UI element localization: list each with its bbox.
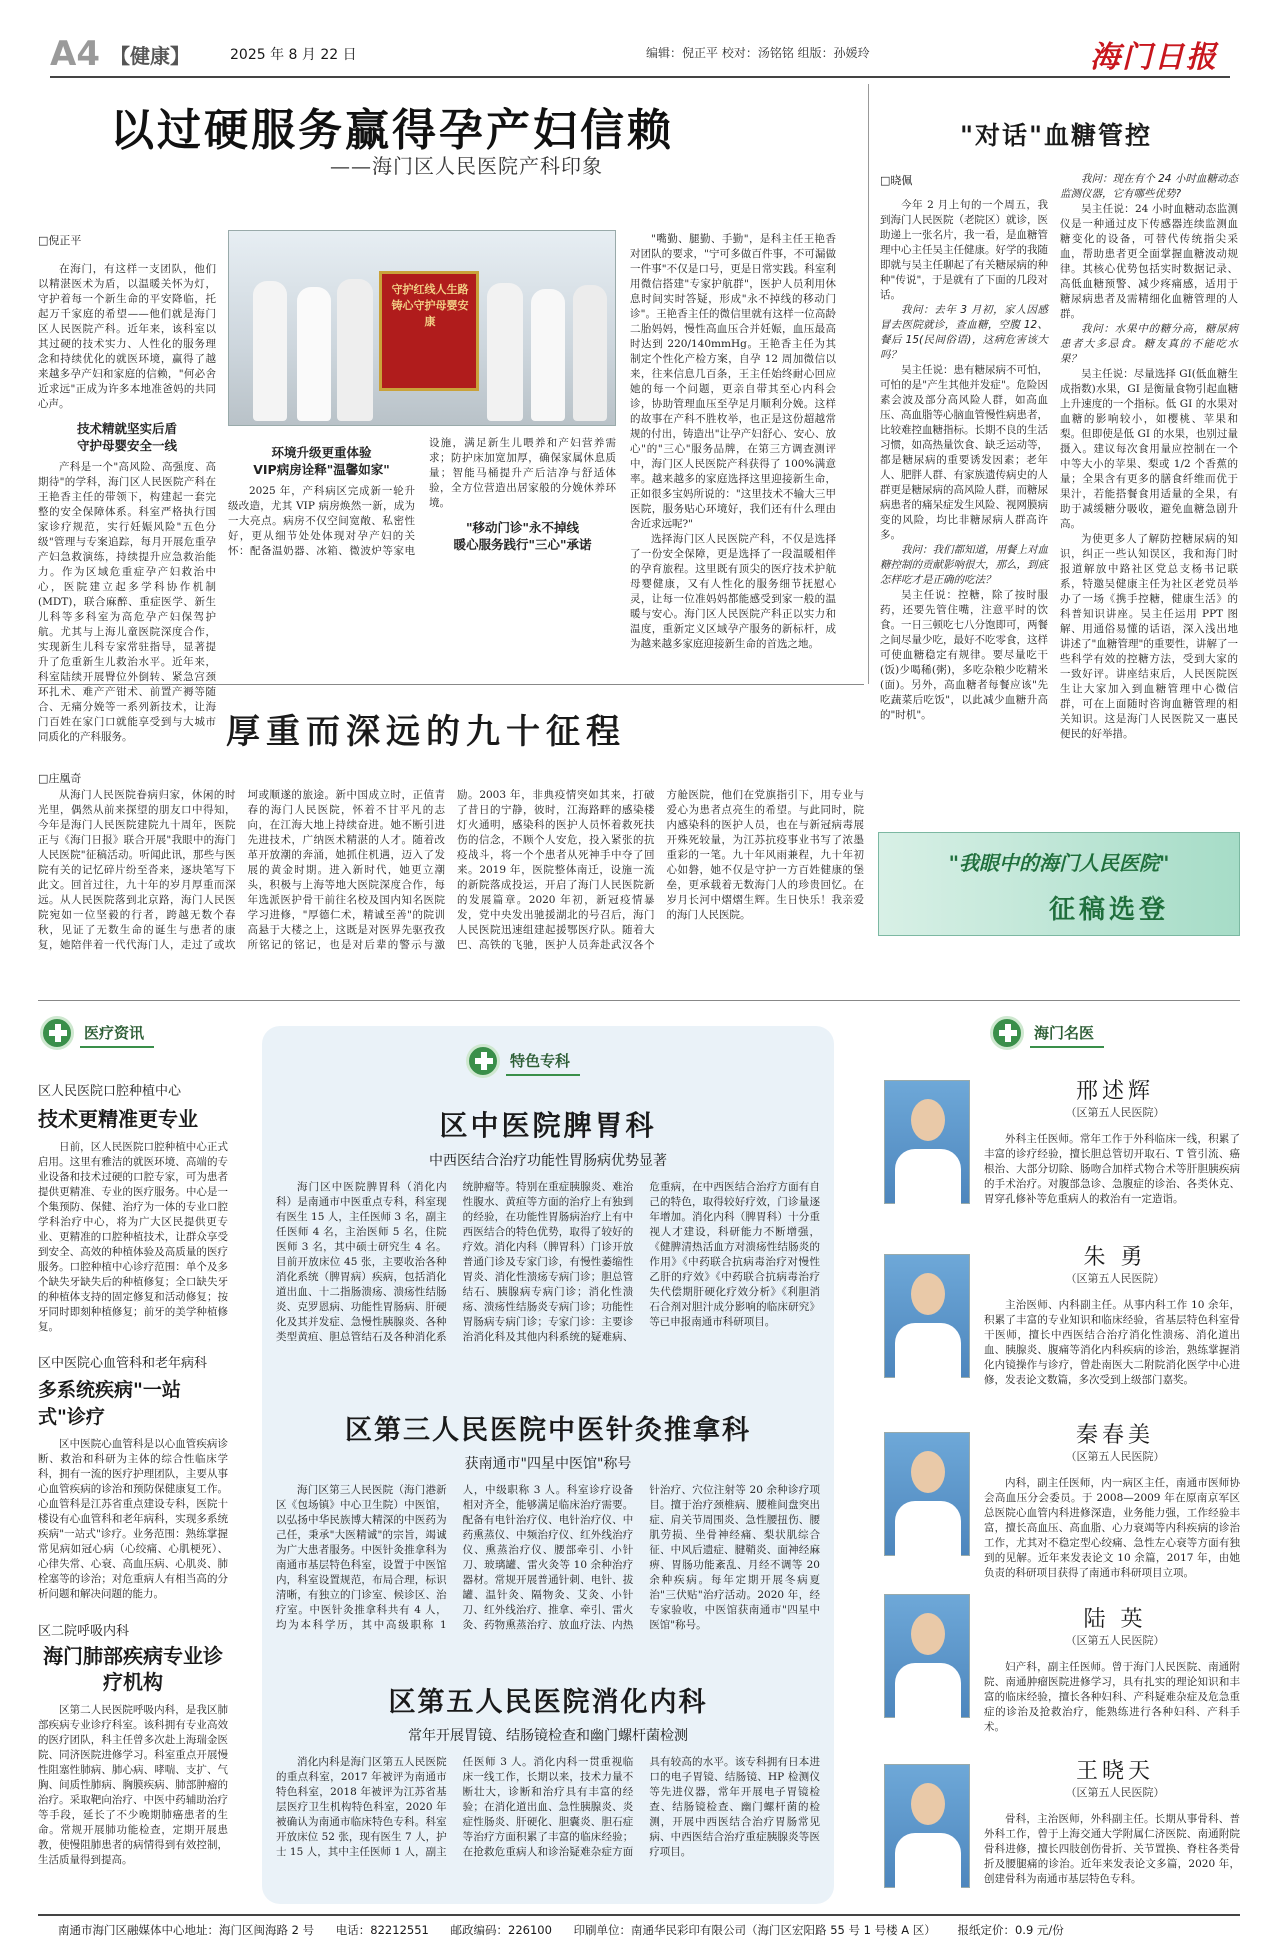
photo-person-5 — [531, 289, 565, 421]
page-header — [50, 34, 1230, 74]
special-block2-text: 海门区第三人民医院（海门港新区《包场镇》中心卫生院）中医馆，以弘扬中华民族博大精深的中医药为己任，秉承"大医精诚"的宗旨，竭诚为广大患者服务。中医针灸推拿科为南通市基层特色科室，设置于中医馆内，科室设置规范，布局合理，标识清晰，有独立的门诊室、候诊区、治疗室。中医针灸推拿科共有 4 人，均为本科学历，其中高级职称 1 人，中级职称 3 人。科室诊疗设备相对齐全，能够满足临床治疗需要。配备有电针治疗仪、电针治疗仪、中药熏蒸仪、中频治疗仪、红外线治疗仪、熏蒸治疗仪、腰部牵引、小针刀、玻璃罐、雷火灸等 10 余种治疗器材。常规开展普通针刺、电针、拔罐、温针灸、隔物灸、艾灸、小针刀、红外线治疗、推拿、牵引、雷火灸、药物熏蒸治疗、放血疗法、内热针治疗、穴位注射等 20 余种诊疗项目。擅于治疗颈椎病、腰椎间盘突出症、肩关节周围炎、急性腰扭伤、腰肌劳损、坐骨神经痛、梨状肌综合征、中风后遗症、腱鞘炎、面神经麻痹、胃肠功能紊乱、月经不调等 20 余种疾病。每年定期开展冬病夏治"三伏贴"治疗活动。2020 年，经专家验收，中医馆获南通市"四星中医馆"称号。 — [276, 1484, 820, 1631]
doctor-name: 陆 英 — [1083, 1607, 1147, 1632]
header-rule — [50, 76, 1230, 78]
article3-a4: 吴主任说：尽量选择 GI(低血糖生成指数)水果，GI 是衡量食物引起血糖上升速度的一个指标。低 GI 的水果对血糖的影响较小，如樱桃、苹果和梨。但即使是低 GI 的水果，也别过量摄入。建议每次食用量应控制在一个中等大小的苹果、梨或 1/2 个香蕉的量；全果含有更多的膳食纤维而优于果汁，若能搭餐食用适量的全果，有助于减缓糖分吸收，避免血糖急剧升高。 — [1060, 368, 1238, 530]
doctor-bio: 主治医师、内科副主任。从事内科工作 10 余年，积累了丰富的专业知识和临床经验，省基层特色科室骨干医师，擅长中西医结合治疗消化性溃疡、消化道出血、胰腺炎、腹痛等消化内科疾病的诊治，熟练掌握消化内镜操作与诊疗，曾赴南医大二附院消化医学中心进修，发表论文数篇，多次受到上级部门嘉奖。 — [984, 1299, 1240, 1386]
medical-item3-kicker: 区二院呼吸内科 — [38, 1624, 130, 1639]
medical-item2-kicker: 区中医院心血管科和老年病科 — [38, 1356, 208, 1371]
article3-q1: 我问：去年 3 月初，家人因感冒去医院就诊，查血糖，空腹 12、餐后 15(民间俗语)，这病危害该大吗？ — [880, 304, 1048, 361]
issue-date: 2025 年 8 月 22 日 — [230, 47, 357, 63]
article2-title: 厚重而深远的九十征程 — [226, 712, 626, 752]
article1-para2: 产科是一个"高风险、高强度、高期待"的学科，海门区人民医院产科在王艳香主任的带领下，构建起一套完整的安全保障体系。科室严格执行国家诊疗规范，实行妊娠风险"五色分级"管理与专案追踪，每月开展危重孕产妇急救演练，持续提升应急救治能力。作为区域危重症孕产妇救治中心，医院建立起多学科协作机制(MDT)，联合麻醉、重症医学、新生儿科等多科室为高危孕产妇保驾护航。尤其与上海儿童医院深度合作，实现新生儿科专家常驻指导，显著提升了危重新生儿救治水平。近年来，科室陆续开展臀位外倒转、紧急宫颈环扎术、难产产钳术、前置产褥等随合、无痛分娩等一系列新技术，让海门百姓在家门口就能享受到与大城市同质化的产科服务。 — [38, 461, 216, 743]
doctor-name: 朱 勇 — [1083, 1245, 1147, 1270]
doctor-photo-face — [911, 1783, 945, 1825]
doctor-bio: 骨科，主治医师，外科副主任。长期从事骨科、普外科工作，曾于上海交通大学附属仁济医院、南通附院骨科进修，擅长四肢创伤骨折、关节置换、脊柱各类骨折及腰腿痛的诊治。近年来发表论文多篇，2020 年，创建骨科为南通市基层特色专科。 — [984, 1813, 1240, 1885]
doctor-photo-face — [911, 1613, 945, 1655]
article3-q2: 我问：我们都知道，用餐上对血糖控制的贡献影响很大，那么，到底怎样吃才是正确的吃法？ — [880, 544, 1048, 586]
footer-printer: 印刷单位：南通华民彩印有限公司（海门区宏阳路 55 号 1 号楼 A 区） — [573, 1923, 936, 1937]
doctor-photo-face — [911, 1099, 945, 1141]
medical-item1-text: 日前，区人民医院口腔种植中心正式启用。这里有雅洁的就医环境、高端的专业设备和技术过硬的口腔专家，可为患者提供更精准、专业的医疗服务。中心是一个集预防、保健、治疗为一体的专业口腔学科治疗中心，将为广大区民提供更专业、更精准的口腔种植技术，让群众享受到安全、高效的种植体验及高质量的医疗服务。口腔种植中心诊疗范围：单个及多个缺失牙缺失后的种植修复；全口缺失牙的种植体支持的固定修复和活动修复；按牙同时即刻种植修复；前牙的美学种植修复。 — [38, 1141, 228, 1333]
article1-para5: 选择海门区人民医院产科，不仅是选择了一份安全保障，更是选择了一段温暖相伴的孕育旅程。这里既有顶尖的医疗技术护航母婴健康，又有人性化的服务细节抚慰心灵，让每一位准妈妈都能感受到家一般的温暖与安心。海门区人民医院产科正以实力和温度，重新定义区域孕产服务的新标杆，成为越来越多家庭迎接新生命的首选之地。 — [630, 533, 836, 650]
article3-a3: 吴主任说：24 小时血糖动态监测仪是一种通过皮下传感器连续监测血糖变化的设备，可替代传统指尖采血，帮助患者更全面掌握血糖波动规律。其核心优势包括实时数据记录、高低血糖预警、减少疼痛感，适用于糖尿病患者及需精细化血糖管理的人群。 — [1060, 203, 1238, 320]
article3-a2: 吴主任说：控糖，除了按时服药，还要先管住嘴，注意平时的饮食。一日三顿吃七八分饱即可，两餐之间尽量少吃，最好不吃零食，这样可使血糖稳定有规律。要尽量吃干(饭)少喝稀(粥)，多吃杂粮少吃精米(面)。另外，高血糖者每餐应该"先吃蔬菜后吃饭"，以此减少血糖升高的"时机"。 — [880, 589, 1048, 721]
photo-person-6 — [573, 285, 607, 421]
medical-news-tag-label: 医疗资讯 — [80, 1019, 154, 1048]
photo-person-3 — [337, 279, 373, 421]
medical-item2-title: 多系统疾病"一站式"诊疗 — [38, 1379, 181, 1428]
doctor-hospital: （区第五人民医院） — [1065, 1272, 1165, 1285]
doctor-photo-coat — [895, 1501, 961, 1557]
medical-item3-text: 区第二人民医院呼吸内科，是我区肺部疾病专业诊疗科室。该科拥有专业高效的医疗团队，科主任曾多次赴上海瑞金医院、同济医院进修学习。科室重点开展慢性阻塞性肺病、肺心病、哮喘、支扩、气胸、间质性肺病、胸膜疾病、肺部肿瘤的治疗。采取靶向治疗、中医中药辅助治疗等手段，延长了不少晚期肺癌患者的生命。常规开展肺功能检查，定期开展患教，使慢阻肺患者的病情得到有效控制，生活质量得到提高。 — [38, 1704, 228, 1866]
article3-col2 — [1060, 172, 1238, 792]
article3-intro: 今年 2 月上旬的一个周五，我到海门人民医院（老院区）就诊，医助递上一张名片，我一看，是血糖管理中心主任吴主任健康。好学的我随即就与吴主任聊起了有关糖尿病的种种"传说"，于是就有了下面的几段对话。 — [880, 199, 1048, 301]
editor-credits: 编辑：倪正平 校对：汤铭铭 组版：孙媛玲 — [646, 46, 870, 60]
section-label: 【健康】 — [110, 44, 190, 68]
article1-title: 以过硬服务赢得孕产妇信赖 — [110, 105, 674, 156]
footer-address: 南通市海门区融媒体中心地址：海门区闽海路 2 号 — [58, 1923, 315, 1937]
article1-mid-cols — [228, 436, 616, 674]
special-block2 — [276, 1408, 820, 1683]
doctor-photo-coat — [895, 1149, 961, 1205]
article2-author: □庄凰奇 — [38, 772, 82, 785]
article1-subhead1 — [38, 420, 216, 454]
doctor-bio: 外科主任医师。常年工作于外科临床一线，积累了丰富的诊疗经验，擅长胆总管切开取石、T 管引流、癌根治、大部分切除、肠吻合加样式物合术等肝胆胰疾病的手术治疗。对腹部急诊、急腹症的诊治、各类休克、胃穿孔修补等危重病人的救治有一定造诣。 — [984, 1133, 1240, 1205]
doctor-photo-face — [911, 1273, 945, 1315]
doctor-hospital: （区第五人民医院） — [1065, 1634, 1165, 1647]
special-clinic-tag-label: 特色专科 — [506, 1047, 580, 1076]
special-block1-text: 海门区中医院脾胃科（消化内科）是南通市中医重点专科，科室现有医生 15 人，主任医师 3 名，副主任医师 4 名，主治医师 5 名，住院医师 3 名，其中硕士研究生 4 名。目前开放床位 45 张，主要收治各种消化系统（脾胃病）疾病，包括消化道出血、十二指肠溃疡、溃疡性结肠炎、克罗恩病、功能性胃肠病、肝硬化及其并发症、急慢性胰腺炎、各种类型黄疸、胆总管结石及各种消化系统肿瘤等。特别在重症胰腺炎、难治性腹水、黄疸等方面的治疗上有独到的经验，在功能性胃肠病治疗上有中西医结合的特色优势，取得了较好的疗效。消化内科（脾胃科）门诊开放普通门诊及专家门诊，有慢性萎缩性胃炎、消化性溃疡专病门诊；胆总管结石、胰腺病专病门诊；消化性溃疡、溃疡性结肠炎专病门诊；功能性胃肠病专病门诊；专家门诊：主要诊治消化科及其他内科系统的疑难病、危重病，在中西医结合治疗方面有自己的特色，取得较好疗效，门诊量逐年增加。消化内科（脾胃科）十分重视人才建设，科研能力不断增强，《健脾清热活血方对溃疡性结肠炎的作用》《中药联合抗病毒治疗对慢性乙肝的疗效》《中药联合抗病毒治疗失代偿期肝硬化疗效分析》《利胆消石合剂对胆汁成分影响的临床研究》等已申报南通市科研项目。 — [276, 1181, 820, 1343]
article1-subhead2 — [228, 444, 415, 478]
photo-person-2 — [297, 287, 331, 421]
photo-banner-text: 守护红线人生路 铸心守护母婴安康 — [391, 283, 469, 328]
medical-item1-kicker: 区人民医院口腔种植中心 — [38, 1084, 182, 1099]
doctor-hospital: （区第五人民医院） — [1065, 1450, 1165, 1463]
doctor-photo-coat — [895, 1323, 961, 1379]
promo-line2: 征稿选登 — [1049, 895, 1170, 925]
footer — [58, 1922, 1240, 1942]
article1-para1: 在海门，有这样一支团队，他们以精湛医术为盾，以温暖关怀为灯，守护着每一个新生命的平安降临，托起万千家庭的希望——他们就是海门区人民医院产科。近年来，该科室以其过硬的技术实力、人性化的服务理念和持续优化的就医环境，赢得了越来越多孕产妇和家庭的信赖，"何必舍近求远"正成为许多本地准爸妈的共同心声。 — [38, 263, 216, 410]
medical-cross-icon — [40, 1016, 74, 1050]
photo-person-1 — [253, 281, 287, 421]
footer-phone: 电话：82212551 — [335, 1923, 429, 1937]
special-cross-icon — [466, 1044, 500, 1078]
footer-price: 报纸定价：0.9 元/份 — [957, 1923, 1064, 1937]
special-block3-title: 区第五人民医院消化内科 — [388, 1687, 708, 1718]
article1-col1 — [38, 262, 216, 743]
special-block3-text: 消化内科是海门区第五人民医院的重点科室，2017 年被评为南通市特色科室，2018 年被评为江苏省基层医疗卫生机构特色科室，2020 年被确认为南通市临床特色专科。科室开放床位 52 张，现有医生 7 人，护士 15 人，其中主任医师 1 人，副主任医师 3 人。消化内科一贯重视临床一线工作，长期以来，技术力量不断壮大，诊断和治疗具有丰富的经验；在消化道出血、急性胰腺炎、炎症性肠炎、肝硬化、胆囊炎、胆石症等治疗方面积累了丰富的临床经验；在抢救危重病人和诊治疑难杂症方面具有较高的水平。该专科拥有日本进口的电子胃镜、结肠镜、HP 检测仪等先进仪器，常年开展电子胃镜检查、结肠镜检查、幽门螺杆菌的检测，开展中西医结合治疗胃肠常见病、中西医结合治疗重症胰腺炎等医疗项目。 — [276, 1756, 820, 1858]
special-block3-subtitle: 常年开展胃镜、结肠镜检查和幽门螺杆菌检测 — [408, 1728, 688, 1744]
promo-line1: "我眼中的海门人民医院" — [948, 851, 1170, 875]
medical-item3-title: 海门肺部疾病专业诊疗机构 — [43, 1644, 223, 1694]
medical-item2 — [38, 1352, 228, 1645]
article1-para3: 2025 年，产科病区完成新一轮升级改造，尤其 VIP 病房焕然一新，成为一大亮点。病房不仅空间宽敞、私密性好，更从细节处处体现对孕产妇的关怀：配备温奶器、冰箱、微波炉等家电设施，满足新生儿喂养和产妇营养需求；防护床加宽加厚，确保家属休息质量；智能马桶提升产后洁净与舒适体验，全方位营造出居家般的分娩休养环境。 — [228, 437, 616, 557]
special-block3 — [276, 1680, 820, 1903]
medical-item1 — [38, 1080, 228, 1360]
doctor-photo — [884, 1080, 970, 1204]
article3-title: "对话"血糖管控 — [960, 121, 1153, 150]
doctor-photo — [884, 1764, 970, 1888]
famous-doctors-tag — [990, 1012, 1104, 1054]
article1-subhead3 — [429, 519, 616, 553]
article1-author: □倪正平 — [38, 234, 82, 247]
article3-q4: 我问：水果中的糖分高，糖尿病患者大多忌食。糖友真的不能吃水果？ — [1060, 323, 1238, 365]
article1-para4: "嘴勤、腿勤、手勤"，是科主任王艳香对团队的要求，"宁可多做百件事，不可漏做一件事"不仅是口号，更是日常实践。科室利用微信搭建"专家护航群"，医护人员利用休息时间实时答疑，形成"永不掉线的移动门诊"。王艳香主任的微信里就有这样一位高龄二胎妈妈，慢性高血压合并妊娠，血压最高时达到 220/140mmHg。王艳香主任为其制定个性化产检方案，自孕 12 周加微信以来，往来信息几百条，王主任始终耐心回应她的每一个问题，更亲自带其至心内科会诊，协助管理血压至孕足月顺利分娩。这样的故事在产科不胜枚举，也正是这份超越常规的付出，铸造出"让孕产妇舒心、安心、放心"的"三心"服务品牌，在第三方调查测评中，海门区人民医院产科获得了 100%满意率。越来越多的家庭选择这里迎接新生命，正如很多宝妈所说的："这里技术不输大三甲医院，服务贴心环境好，我们还有什么理由舍近求远呢?" — [630, 233, 836, 530]
footer-postcode: 邮政编码：226100 — [450, 1923, 552, 1937]
promo-banner — [878, 832, 1240, 936]
newspaper-logo: 海门日报 — [1090, 40, 1218, 75]
medical-item1-title: 技术更精准更专业 — [38, 1107, 198, 1131]
doctor-photo — [884, 1432, 970, 1556]
page-number: A4 — [50, 34, 100, 74]
doctor-name: 秦春美 — [1075, 1423, 1154, 1448]
divider-bottom-sections — [38, 1000, 1240, 1001]
article3-outro: 为使更多人了解防控糖尿病的知识，纠正一些认知误区，我和海门时报道解放中路社区党总支杨书记联系，特邀吴健康主任为社区老党员举办了一场《携手控糖，健康生活》的科普知识讲座。吴主任运用 PPT 图解、用通俗易懂的话语，深入浅出地讲述了"血糖管理"的重要性，讲解了一些科学有效的控糖方法，受到大家的一致好评。讲座结束后，人民医院医生让大家加入到血糖管理中心微信群，可在上面随时咨询血糖管理的相关知识。这是海门人民医院又一惠民便民的好举措。 — [1060, 533, 1238, 740]
article1-col-right — [630, 232, 836, 674]
doctor-photo-coat — [895, 1663, 961, 1719]
medical-item2-text: 区中医院心血管科是以心血管疾病诊断、救治和科研为主体的综合性临床学科，拥有一流的医疗护理团队，主要从事心血管疾病的诊治和预防保健康复工作。心血管科是江苏省重点建设专科，医院十楼设有心血管科和老年病科，实现多系统疾病"一站式"诊疗。业务范围：熟练掌握常见病如冠心病（心绞痛、心肌梗死）、心律失常、心衰、高血压病、心肌炎、肺栓塞等的诊治；对危重病人有相当高的分析问题和解决问题的能力。 — [38, 1438, 228, 1600]
doctor-name: 邢述辉 — [1075, 1079, 1154, 1104]
doctor-photo-face — [911, 1451, 945, 1493]
article1-subhead2-line1: 环境升级更重体验 — [271, 445, 372, 460]
article3-col1 — [880, 198, 1048, 790]
doctor-hospital: （区第五人民医院） — [1065, 1106, 1165, 1119]
article2-body: 从海门人民医院眷病归家，休闲的时光里，偶然从前来探望的朋友口中得知，今年是海门人民医院建院九十周年，医院正与《海门日报》联合开展"我眼中的海门人民医院"征稿活动。听闻此讯，那些与医院有关的记忆碎片纷至沓来，逐块笔写下此文。回首过往，九十年的岁月厚重而深远。从人民医院落到北京路，海门人民医院宛如一位坚毅的行者，跨越无数个春秋，见证了无数生命的诞生与患者的康复，她陪伴着一代代海门人，走过了或坎坷或顺遂的旅途。新中国成立时，正值青春的海门人民医院，怀着不甘平凡的志向，在江海大地上持续奋进。她不断引进先进技术，广纳医术精湛的人才。随着改革开放潮的奔涌，她抓住机遇，迈入了发展的黄金时期。进入新时代，她更立潮头，积极与上海等地大医院深度合作，每年选派医护骨干前往名校及国内知名医院学习进修，"厚德仁术，精诚至善"的院训高悬于大楼之上，这既是对医界先驱孜孜所铭记的铭记，也是对后辈的警示与激励。2003 年，非典疫情突如其来，打破了昔日的宁静，彼时，江海路畔的感染楼灯火通明，感染科的医护人员怀着救死扶伤的信念，不顾个人安危，投入紧张的抗疫战斗，将一个个患者从死神手中夺了回来。2019 年，医院整体南迁，设施一流的新院落成投运，开启了海门人民医院新的发展篇章。2020 年初，新冠疫情暴发，党中央发出驰援湖北的号召后，海门人民医院迅速组建起援鄂医疗队。随着大巴、高铁的飞驰，医护人员奔赴武汉各个方舱医院，他们在党旗指引下，用专业与爱心为患者点亮生的希望。与此同时，院内感染科的医护人员，也在与新冠病毒展开殊死较量，为江苏抗疫事业书写了浓墨重彩的一笔。九十年风雨兼程，九十年初心如磐，她不仅是守护一方百姓健康的堡垒，更承载着无数海门人的珍贵回忆。在岁月长河中熠熠生辉。生日快乐！我亲爱的海门人民医院。 — [38, 789, 864, 951]
special-block2-subtitle: 获南通市"四星中医馆"称号 — [464, 1456, 632, 1472]
doctor-bio: 内科，副主任医师，内一病区主任，南通市医师协会高血压分会委员。于 2008—2009 年在原南京军区总医院心血管内科进修深造，业务能力强，工作经验丰富，擅长高血压、高血脂、心力衰竭等内科疾病的诊治工作，尤其对不稳定型心绞痛、急性左心衰等方面有独到的见解。近年来发表论文 10 余篇，2017 年，由她负责的科研项目获得了南通市科研项目立项。 — [984, 1477, 1240, 1579]
divider-right-column — [868, 84, 869, 684]
doctor-hospital: （区第五人民医院） — [1065, 1786, 1165, 1799]
famous-doctors-tag-label: 海门名医 — [1030, 1019, 1104, 1048]
photo-banner-flag — [379, 271, 479, 391]
special-block2-title: 区第三人民医院中医针灸推拿科 — [345, 1415, 751, 1446]
article3-author: □晓佩 — [880, 174, 913, 187]
doctor-photo-coat — [895, 1833, 961, 1889]
photo-person-4 — [487, 283, 523, 421]
article3-q3: 我问：现在有个 24 小时血糖动态监测仪器，它有哪些优势? — [1060, 173, 1238, 200]
special-block1-title: 区中医院脾胃科 — [439, 1109, 657, 1142]
special-block1 — [276, 1104, 820, 1396]
doctors-cross-icon — [990, 1016, 1024, 1050]
article1-subhead1-line1: 技术精就坚实后盾 — [76, 421, 177, 436]
special-clinic-tag — [466, 1040, 580, 1082]
divider-article2-top — [38, 684, 864, 685]
article1-subhead3-line1: "移动门诊"永不掉线 — [465, 520, 580, 535]
article1-subtitle: ——海门区人民医院产科印象 — [330, 154, 603, 178]
footer-rule — [38, 1914, 1240, 1916]
article1-subhead3-line2: 暖心服务践行"三心"承诺 — [453, 537, 592, 552]
doctor-bio: 妇产科，副主任医师。曾于海门人民医院、南通附院、南通肿瘤医院进修学习，具有扎实的理论知识和丰富的临床经验，擅长各种妇科、产科疑难杂症及危急重症的诊治及抢救治疗，能熟练进行各种妇科、产科手术。 — [984, 1661, 1240, 1733]
article3-a1: 吴主任说：患有糖尿病不可怕，可怕的是"产生其他并发症"。危险因素会波及部分高风险人群，如高血压、高血脂等心脑血管慢性病患者，比较难控血糖指标。长期不良的生活习惯，如高热量饮食、缺乏运动等，都是糖尿病的重要诱发因素；老年人、肥胖人群、有家族遗传病史的人群更是糖尿病的高风险人群，而糖尿病患者的痛呆症发生风险、视网膜病变的风险，均比非糖尿病人群高许多。 — [880, 364, 1048, 541]
medical-item3 — [38, 1620, 228, 1933]
doctor-name: 王晓天 — [1075, 1759, 1154, 1784]
medical-news-tag — [40, 1012, 154, 1054]
special-block1-subtitle: 中西医结合治疗功能性胃肠病优势显著 — [429, 1153, 667, 1169]
banner-photo — [228, 230, 616, 426]
article1-subhead2-line2: VIP病房诠释"温馨如家" — [253, 462, 390, 477]
doctor-photo — [884, 1254, 970, 1378]
article1-subhead1-line2: 守护母婴安全一线 — [76, 438, 177, 453]
doctor-photo — [884, 1594, 970, 1718]
